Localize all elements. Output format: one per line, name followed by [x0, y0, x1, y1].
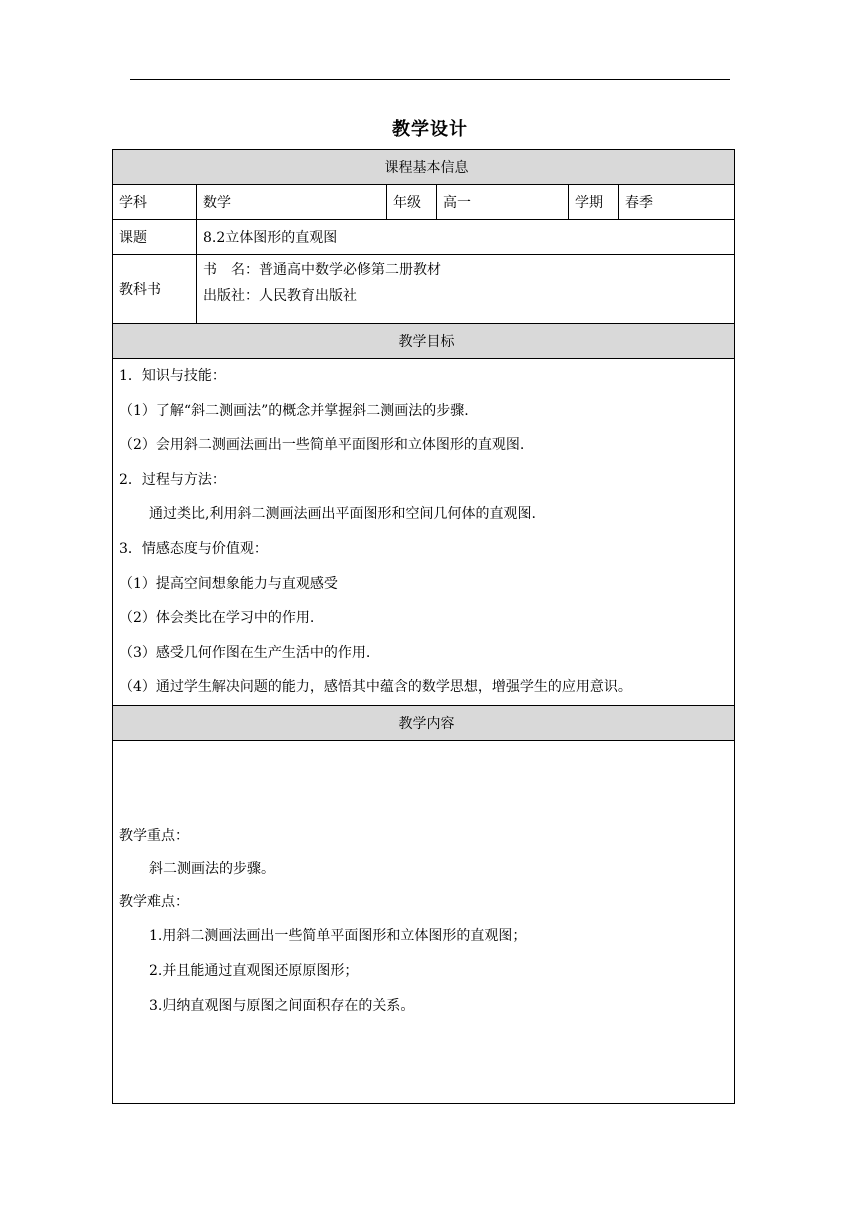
difficulty-item: 2.并且能通过直观图还原原图形； — [149, 962, 359, 979]
objective-line: （2）会用斜二测画法画出一些简单平面图形和立体图形的直观图. — [119, 437, 525, 454]
subject-row — [113, 185, 735, 220]
textbook-label: 教科书 — [113, 255, 197, 324]
objective-line: （2）体会类比在学习中的作用. — [119, 610, 315, 627]
content-body-row — [113, 740, 735, 1103]
topic-label: 课题 — [113, 220, 197, 255]
content-header-row — [113, 705, 735, 740]
difficulty-label: 教学难点： — [119, 893, 189, 910]
subject-label: 学科 — [113, 185, 197, 220]
content-body — [113, 740, 735, 1103]
textbook-publisher: 出版社：人民教育出版社 — [203, 288, 357, 304]
grade-value: 高一 — [437, 185, 569, 220]
topic-value: 8.2立体图形的直观图 — [197, 220, 735, 255]
key-point-text: 斜二测画法的步骤。 — [149, 860, 275, 877]
objectives-body — [113, 359, 735, 706]
basic-info-heading: 课程基本信息 — [113, 150, 735, 185]
key-point-label: 教学重点： — [119, 827, 189, 844]
objective-line: 3．情感态度与价值观： — [119, 540, 268, 557]
objective-line: （1）了解“斜二测画法”的概念并掌握斜二测画法的步骤. — [119, 402, 469, 419]
objectives-heading: 教学目标 — [113, 324, 735, 359]
objective-line: 2．过程与方法： — [119, 471, 226, 488]
term-label: 学期 — [569, 185, 619, 220]
difficulty-item: 3.归纳直观图与原图之间面积存在的关系。 — [149, 997, 415, 1014]
objective-line: （1）提高空间想象能力与直观感受 — [119, 575, 338, 592]
subject-value: 数学 — [197, 185, 387, 220]
textbook-row — [113, 255, 735, 324]
objectives-header-row — [113, 324, 735, 359]
objective-line: （4）通过学生解决问题的能力，感悟其中蕴含的数学思想，增强学生的应用意识。 — [119, 679, 632, 696]
objective-line: 通过类比,利用斜二测画法画出平面图形和空间几何体的直观图. — [149, 506, 536, 523]
term-value: 春季 — [619, 185, 735, 220]
textbook-title: 书 名：普通高中数学必修第二册教材 — [203, 262, 441, 278]
document-title: 教学设计 — [392, 119, 468, 140]
content-heading: 教学内容 — [113, 705, 735, 740]
difficulty-item: 1.用斜二测画法画出一些简单平面图形和立体图形的直观图； — [149, 927, 527, 944]
objectives-body-row — [113, 359, 735, 706]
textbook-info — [197, 255, 735, 324]
lesson-plan-table — [112, 149, 735, 1104]
topic-row — [113, 220, 735, 255]
grade-label: 年级 — [387, 185, 437, 220]
objective-line: 1．知识与技能： — [119, 368, 226, 384]
objective-line: （3）感受几何作图在生产生活中的作用. — [119, 644, 371, 661]
header-rule — [130, 79, 730, 80]
basic-info-header-row — [113, 150, 735, 185]
